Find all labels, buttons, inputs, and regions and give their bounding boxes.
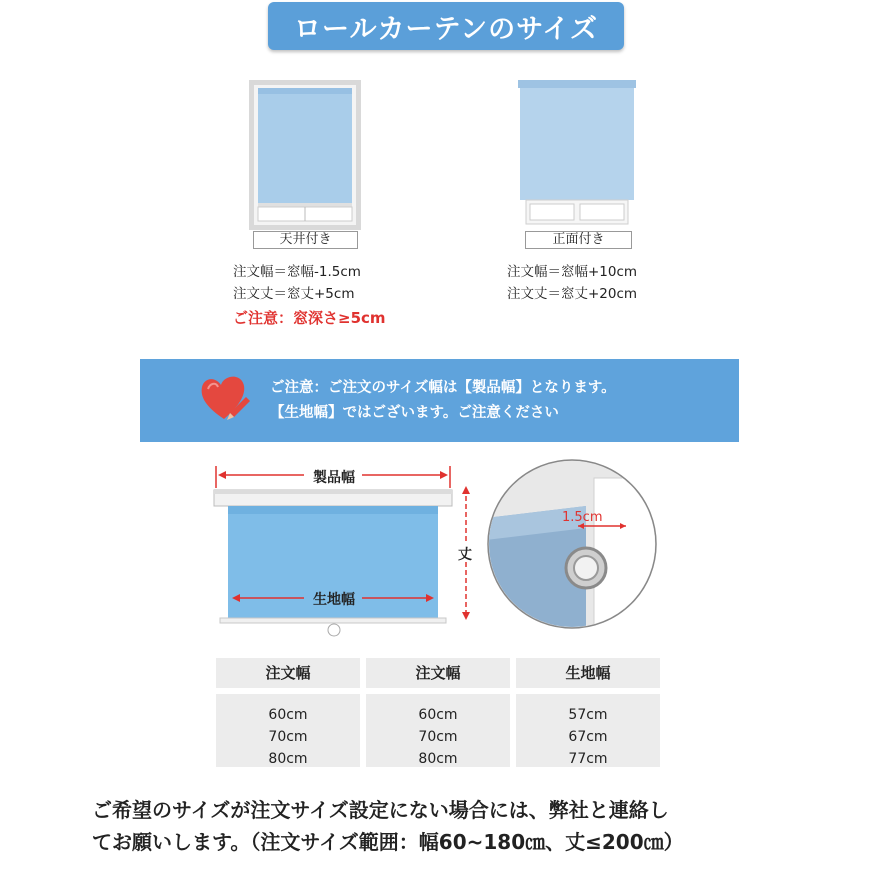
table-column-1	[216, 694, 360, 767]
front-mount-label: 正面付き	[525, 231, 632, 249]
ceiling-depth-warning: ご注意：窓深さ≥5cm	[233, 309, 386, 327]
table-cell: 60cm	[268, 707, 308, 723]
product-width-label: 製品幅	[313, 470, 355, 486]
notice-text	[270, 376, 616, 426]
table-header-1: 注文幅	[216, 658, 360, 688]
ceiling-formulas	[233, 261, 386, 329]
fabric-width-label: 生地幅	[313, 592, 355, 608]
table-cell: 70cm	[418, 729, 458, 745]
table-cell: 70cm	[268, 729, 308, 745]
bracket-closeup	[486, 458, 658, 630]
custom-size-note-line-1: ご希望のサイズが注文サイズ設定にない場合には、弊社と連絡し	[92, 798, 669, 822]
table-cell: 80cm	[268, 751, 308, 767]
table-cell: 80cm	[418, 751, 458, 767]
front-width-formula: 注文幅＝窓幅+10cm	[507, 264, 638, 280]
heart-pencil-icon	[196, 371, 252, 429]
table-cell: 57cm	[568, 707, 608, 723]
table-header-2: 注文幅	[366, 658, 510, 688]
ceiling-width-formula: 注文幅＝窓幅-1.5cm	[233, 264, 361, 280]
table-cell: 60cm	[418, 707, 458, 723]
table-cell: 77cm	[568, 751, 608, 767]
front-mount-illustration	[518, 80, 636, 228]
table-header-3: 生地幅	[516, 658, 660, 688]
custom-size-note	[92, 794, 684, 858]
page-title: ロールカーテンのサイズ	[268, 2, 624, 50]
custom-size-note-line-2: てお願いします。（注文サイズ範囲：幅60~180㎝、丈≤200㎝）	[92, 830, 684, 854]
gap-label: 1.5cm	[562, 510, 603, 525]
ceiling-mount-label: 天井付き	[253, 231, 358, 249]
table-column-3	[516, 694, 660, 767]
length-label: 丈	[458, 547, 472, 563]
table-column-2	[366, 694, 510, 767]
front-formulas	[507, 261, 637, 305]
notice-line-1: ご注意：ご注文のサイズ幅は【製品幅】となります。	[270, 380, 616, 396]
ceiling-mount-illustration	[249, 80, 361, 230]
ceiling-height-formula: 注文丈＝窓丈+5cm	[233, 286, 355, 302]
table-cell: 67cm	[568, 729, 608, 745]
front-height-formula: 注文丈＝窓丈+20cm	[507, 286, 638, 302]
blind-dimension-diagram	[212, 462, 480, 644]
notice-line-2: 【生地幅】ではございます。ご注意ください	[270, 405, 559, 421]
